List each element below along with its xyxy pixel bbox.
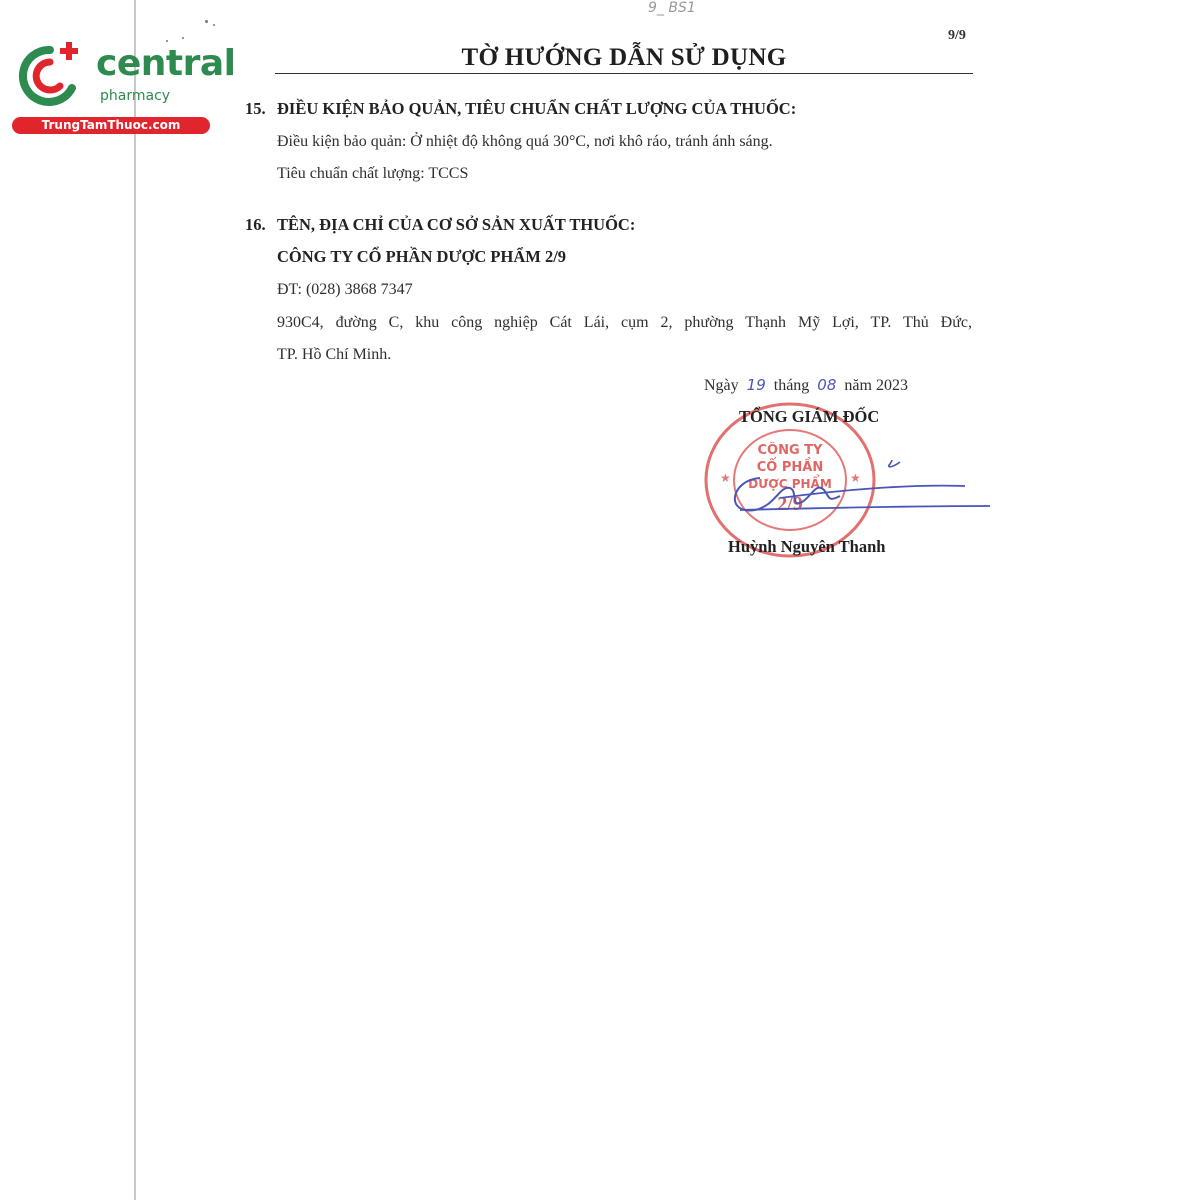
pharmacy-cross-logo-icon: [10, 38, 90, 108]
seal-line-1: CÔNG TY: [757, 443, 823, 458]
logo-wordmark: central: [96, 43, 236, 84]
handwritten-note: 9_ BS1: [648, 0, 696, 16]
page-edge: [134, 0, 136, 1200]
section-title: TÊN, ĐỊA CHỈ CỦA CƠ SỞ SẢN XUẤT THUỐC:: [277, 215, 636, 234]
section-number: 15.: [245, 99, 266, 118]
handwritten-month: 08: [817, 376, 837, 394]
scan-margin: [0, 0, 134, 1200]
director-title: TỔNG GIÁM ĐỐC: [739, 407, 880, 426]
seal-line-4: 2/9: [777, 493, 803, 515]
company-address-line1: 930C4, đường C, khu công nghiệp Cát Lái, cụm 2, phường Thạnh Mỹ Lợi, TP. Thủ Đức,: [277, 314, 972, 331]
company-address-line2: TP. Hồ Chí Minh.: [277, 346, 392, 363]
scan-speck: [205, 20, 208, 23]
section-16-heading: [245, 215, 635, 235]
svg-text:★: ★: [720, 471, 731, 485]
scan-speck: [213, 24, 215, 26]
logo-tagline: pharmacy: [100, 88, 171, 104]
seal-line-2: CỔ PHẦN: [756, 460, 824, 475]
month-label: tháng: [773, 377, 810, 394]
scan-speck: [166, 40, 168, 42]
signing-date: [704, 376, 908, 395]
page-number: 9/9: [948, 28, 966, 43]
quality-standard: Tiêu chuẩn chất lượng: TCCS: [277, 165, 469, 182]
seal-line-3: DƯỢC PHẨM: [748, 477, 832, 491]
title-underline: [275, 73, 973, 74]
company-name: CÔNG TY CỔ PHẦN DƯỢC PHẨM 2/9: [277, 247, 567, 266]
handwritten-day: 19: [746, 376, 766, 394]
logo-url-badge[interactable]: TrungTamThuoc.com: [12, 117, 210, 134]
scan-speck: [182, 37, 184, 39]
company-phone: ĐT: (028) 3868 7347: [277, 281, 413, 298]
handwritten-signature: [720, 460, 1000, 530]
document-title: TỜ HƯỚNG DẪN SỬ DỤNG: [461, 44, 787, 71]
central-pharmacy-logo[interactable]: [10, 38, 236, 138]
section-number: 16.: [245, 215, 266, 234]
storage-conditions: Điều kiện bảo quản: Ở nhiệt độ không quá 30°C, nơi khô ráo, tránh ánh sáng.: [277, 133, 773, 150]
year-label: năm 2023: [844, 377, 908, 394]
section-15-heading: [245, 99, 796, 119]
signer-name: Huỳnh Nguyên Thanh: [728, 537, 886, 556]
svg-text:★: ★: [850, 471, 861, 485]
day-label: Ngày: [704, 377, 739, 394]
section-title: ĐIỀU KIỆN BẢO QUẢN, TIÊU CHUẨN CHẤT LƯỢNG CỦA THUỐC:: [277, 99, 797, 118]
